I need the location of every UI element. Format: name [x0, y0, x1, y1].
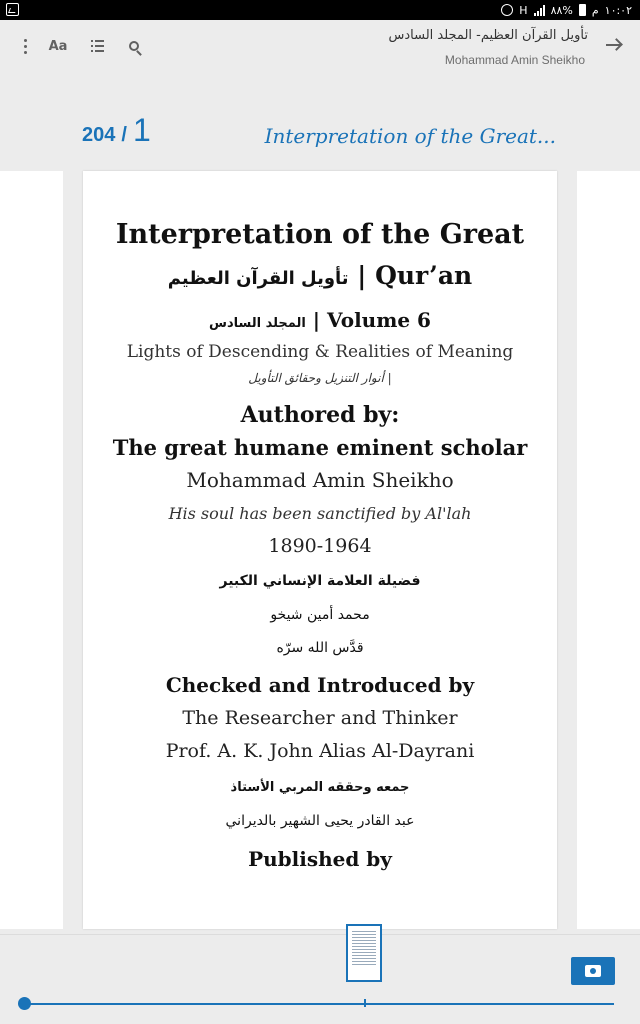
font-settings-button[interactable]: Aa — [48, 38, 68, 54]
title-line-2: تأويل القرآن العظيم | Qur’an — [167, 261, 473, 290]
book-title: تأويل القرآن العظيم- المجلد السادس — [388, 28, 588, 43]
volume-arabic: المجلد السادس — [209, 316, 306, 331]
authored-by-heading: Authored by: — [240, 402, 400, 428]
published-by-heading: Published by — [248, 847, 392, 871]
total-pages: 204 — [82, 124, 116, 146]
next-page-edge[interactable] — [577, 171, 640, 929]
author-name-arabic: محمد أمين شيخو — [270, 607, 370, 623]
clock: ١٠:٠٢ — [604, 3, 632, 17]
previous-page-edge[interactable] — [0, 171, 63, 929]
volume-line: المجلد السادس | Volume 6 — [209, 308, 431, 332]
battery-percent: ٨٨% — [550, 3, 573, 17]
author-name: Mohammad Amin Sheikho — [186, 468, 454, 492]
back-arrow-icon[interactable] — [606, 38, 622, 52]
author-blessing: His soul has been sanctified by Al'lah — [168, 504, 472, 523]
chapter-title: Interpretation of the Great... — [264, 124, 556, 148]
progress-marker — [364, 999, 366, 1007]
progress-handle[interactable] — [18, 997, 31, 1010]
checked-by-arabic: جمعه وحققه المربي الأستاذ — [230, 780, 410, 795]
bottom-divider — [0, 934, 640, 935]
more-options-icon[interactable] — [12, 34, 38, 58]
network-type: H — [519, 3, 528, 17]
checked-by-heading: Checked and Introduced by — [165, 673, 475, 697]
table-of-contents-icon[interactable] — [84, 34, 110, 58]
signal-icon — [534, 5, 545, 16]
title-english-end: Qur’an — [375, 261, 473, 290]
editor-name: Prof. A. K. John Alias Al-Dayrani — [165, 740, 475, 762]
page-separator: / — [121, 124, 127, 146]
title-line-1: Interpretation of the Great — [115, 219, 525, 250]
current-page: 1 — [132, 112, 151, 148]
subtitle-arabic: أنوار التنزيل وحقائق التأويل — [248, 371, 384, 385]
book-page — [83, 171, 557, 929]
page-number — [82, 112, 151, 149]
search-icon[interactable] — [121, 34, 147, 58]
author-blessing-arabic: قدَّس الله سرّه — [276, 640, 364, 656]
title-arabic: تأويل القرآن العظيم — [167, 268, 349, 289]
camera-button[interactable] — [571, 957, 615, 985]
progress-track[interactable] — [22, 1003, 614, 1005]
book-author: Mohammad Amin Sheikho — [444, 53, 585, 67]
author-title-arabic: فضيلة العلامة الإنساني الكبير — [219, 573, 421, 589]
battery-icon — [579, 4, 586, 16]
reader-toolbar — [0, 20, 640, 76]
volume-english: Volume 6 — [327, 308, 431, 332]
status-bar-right — [501, 0, 632, 20]
status-bar — [0, 0, 640, 20]
author-years: 1890-1964 — [268, 535, 372, 557]
alarm-icon — [501, 4, 513, 16]
page-thumbnail[interactable] — [346, 924, 382, 982]
editor-title: The Researcher and Thinker — [182, 707, 458, 729]
gallery-notification-icon — [6, 3, 19, 16]
subtitle-arabic-line: أنوار التنزيل وحقائق التأويل | — [248, 371, 392, 385]
camera-icon — [585, 965, 601, 977]
editor-name-arabic: عبد القادر يحيى الشهير بالديراني — [225, 813, 415, 829]
author-title: The great humane eminent scholar — [112, 435, 528, 460]
subtitle-english: Lights of Descending & Realities of Meaning — [126, 342, 514, 362]
time-period: م — [591, 3, 599, 17]
